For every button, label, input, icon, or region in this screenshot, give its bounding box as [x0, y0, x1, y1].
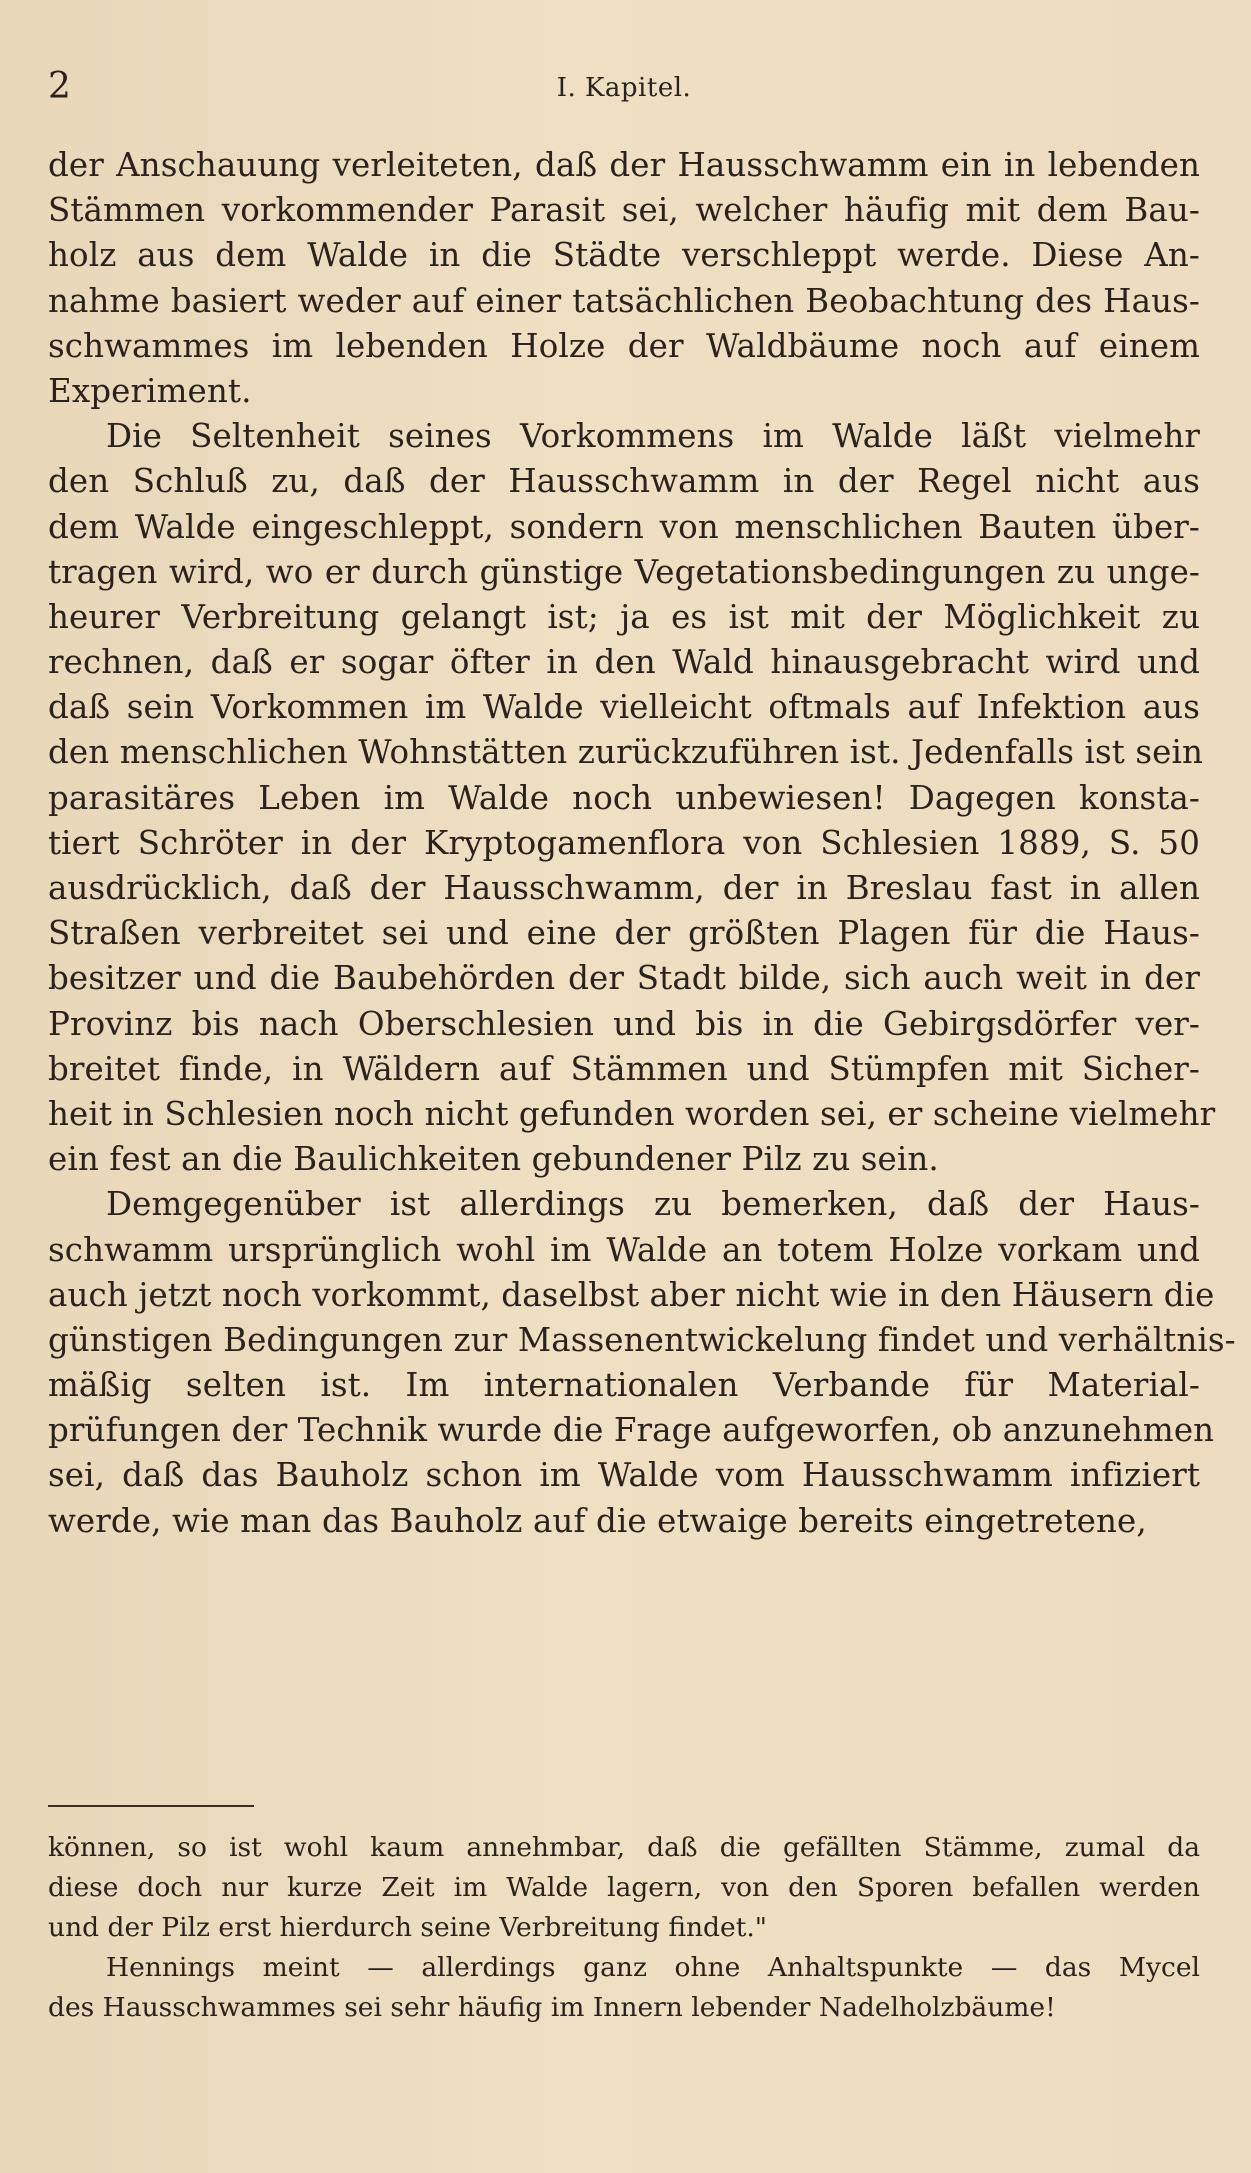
- text-line: der Anschauung verleiteten, daß der Hausschwamm ein in lebenden: [48, 146, 1200, 184]
- footnote: [48, 1828, 1200, 1948]
- text-line: sei, daß das Bauholz schon im Walde vom Hausschwamm infiziert: [48, 1456, 1200, 1495]
- footnote-line: Hennings meint — allerdings ganz ohne Anhaltspunkte — das Mycel: [106, 1952, 1200, 1983]
- text-line: Stämmen vorkommender Parasit sei, welcher häufig mit dem Bau-: [48, 191, 1200, 230]
- text-line: tiert Schröter in der Kryptogamenflora von Schlesien 1889, S. 50: [48, 823, 1200, 862]
- text-line: tragen wird, wo er durch günstige Vegetationsbedingungen zu unge-: [48, 552, 1200, 591]
- text-line: den Schluß zu, daß der Hausschwamm in der Regel nicht aus: [48, 462, 1200, 501]
- text-line: mäßig selten ist. Im internationalen Verbande für Material-: [48, 1366, 1200, 1405]
- text-line: auch jetzt noch vorkommt, daselbst aber nicht wie in den Häusern die: [48, 1275, 1215, 1314]
- page-number: 2: [48, 66, 71, 107]
- text-line: heit in Schlesien noch nicht gefunden worden sei, er scheine vielmehr: [48, 1094, 1216, 1133]
- text-line: schwamm ursprünglich wohl im Walde an totem Holze vorkam und: [48, 1230, 1200, 1269]
- running-head: I. Kapitel.: [556, 73, 692, 103]
- text-line: Provinz bis nach Oberschlesien und bis in die Gebirgsdörfer ver-: [48, 1004, 1200, 1043]
- page-header: [48, 62, 1200, 112]
- text-line: ausdrücklich, daß der Hausschwamm, der in Breslau fast in allen: [48, 869, 1200, 907]
- body-text: [48, 143, 1236, 1544]
- footnote-rule: [48, 1805, 254, 1807]
- text-line: ein fest an die Baulichkeiten gebundener Pilz zu sein.: [48, 1140, 939, 1179]
- paragraph: [48, 414, 1216, 1182]
- footnote-line: und der Pilz erst hierdurch seine Verbreitung findet.": [48, 1912, 767, 1943]
- footnote-line: können, so ist wohl kaum annehmbar, daß die gefällten Stämme, zumal da: [48, 1832, 1200, 1863]
- text-line: schwammes im lebenden Holze der Waldbäume noch auf einem: [48, 326, 1200, 365]
- text-line: rechnen, daß er sogar öfter in den Wald hinausgebracht wird und: [48, 643, 1200, 682]
- paragraph: [48, 1182, 1236, 1544]
- text-line: Straßen verbreitet sei und eine der größten Plagen für die Haus-: [48, 914, 1200, 953]
- text-line: nahme basiert weder auf einer tatsächlichen Beobachtung des Haus-: [48, 281, 1200, 320]
- footnotes: [48, 1828, 1200, 2028]
- text-line: breitet finde, in Wäldern auf Stämmen und Stümpfen mit Sicher-: [48, 1049, 1200, 1088]
- text-line: prüfungen der Technik wurde die Frage aufgeworfen, ob anzunehmen: [48, 1411, 1215, 1450]
- text-line: Experiment.: [48, 371, 252, 410]
- text-line: Demgegenüber ist allerdings zu bemerken, daß der Haus-: [106, 1185, 1200, 1224]
- footnote: [48, 1948, 1200, 2028]
- text-line: werde, wie man das Bauholz auf die etwaige bereits eingetretene,: [48, 1501, 1147, 1540]
- text-line: daß sein Vorkommen im Walde vielleicht oftmals auf Infektion aus: [48, 688, 1200, 727]
- footnote-line: des Hausschwammes sei sehr häufig im Innern lebender Nadelholzbäume!: [48, 1992, 1056, 2023]
- text-line: besitzer und die Baubehörden der Stadt bilde, sich auch weit in der: [48, 959, 1200, 998]
- text-line: Die Seltenheit seines Vorkommens im Walde läßt vielmehr: [106, 417, 1200, 456]
- paragraph: [48, 143, 1200, 414]
- text-line: den menschlichen Wohnstätten zurückzuführen ist. Jedenfalls ist sein: [48, 733, 1203, 772]
- footnote-line: diese doch nur kurze Zeit im Walde lagern, von den Sporen befallen werden: [48, 1872, 1200, 1903]
- text-line: holz aus dem Walde in die Städte verschleppt werde. Diese An-: [48, 236, 1200, 275]
- text-line: parasitäres Leben im Walde noch unbewiesen! Dagegen konsta-: [48, 778, 1200, 817]
- text-line: dem Walde eingeschleppt, sondern von menschlichen Bauten über-: [48, 507, 1200, 546]
- text-line: heurer Verbreitung gelangt ist; ja es ist mit der Möglichkeit zu: [48, 597, 1200, 636]
- text-line: günstigen Bedingungen zur Massenentwickelung findet und verhältnis-: [48, 1320, 1236, 1359]
